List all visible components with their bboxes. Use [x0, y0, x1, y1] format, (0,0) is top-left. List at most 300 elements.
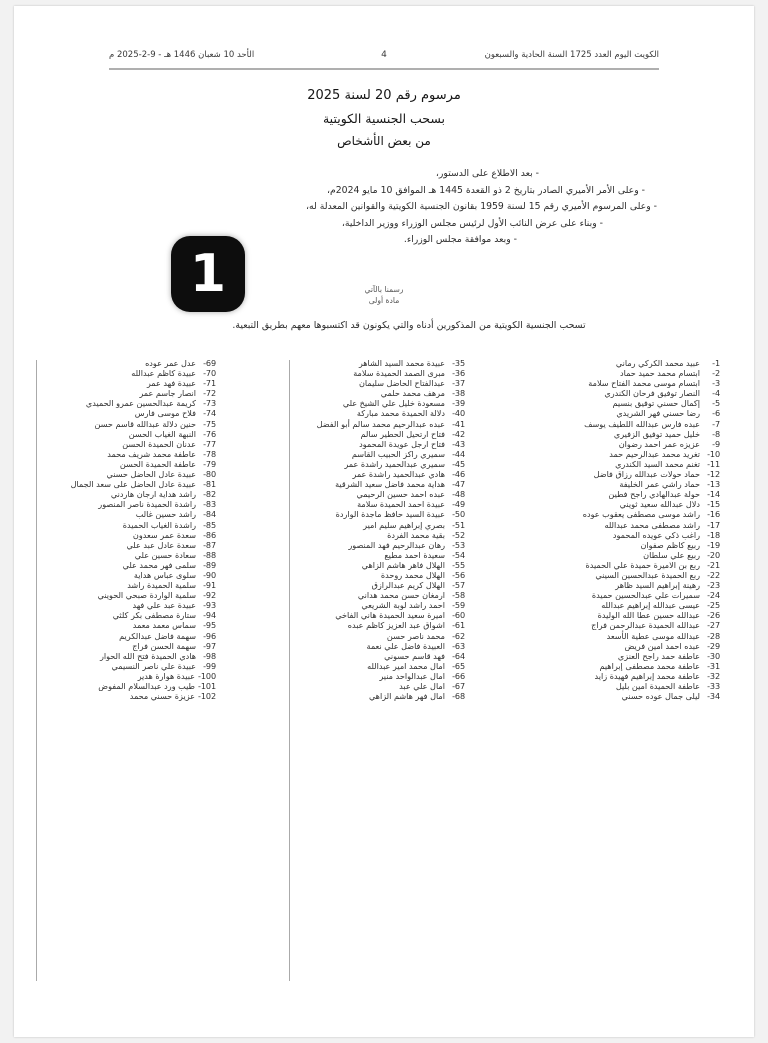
name-entry-text: ابتسام محمد حميد حماد — [620, 368, 700, 379]
name-entry-row — [550, 580, 720, 590]
running-head-publication: الكويت اليوم العدد 1725 السنة الحادية والسبعون — [484, 50, 659, 60]
name-entry-text: عدنان الحميدة الحسن — [122, 438, 196, 449]
name-entry-number: 7- — [712, 418, 720, 429]
name-entry-row — [550, 388, 720, 398]
name-entry-text: عاطفة حمد راجح العنزي — [617, 650, 700, 661]
name-entry-number: 87- — [203, 539, 216, 550]
name-entry-row — [301, 449, 465, 459]
name-entry-row — [48, 378, 216, 388]
name-entry-text: عاطفة محمد إبراهيم فهيدة زايد — [594, 670, 700, 681]
name-entry-row — [301, 550, 465, 560]
name-entry-number: 18- — [707, 529, 720, 540]
name-entry-text: عبده احمد امين فريض — [624, 640, 700, 651]
name-entry-number: 41- — [452, 418, 465, 429]
name-entry-row — [48, 449, 216, 459]
name-entry-text: سميرات علي عبدالحسين حميدة — [591, 590, 700, 601]
name-entry-text: بقية محمد الفردة — [387, 529, 445, 540]
name-entry-row — [550, 439, 720, 449]
name-entry-row — [48, 620, 216, 630]
name-entry-number: 15- — [707, 499, 720, 510]
name-entry-number: 92- — [203, 590, 216, 601]
name-entry-row — [48, 590, 216, 600]
preamble-block — [199, 166, 659, 249]
name-entry-number: 67- — [452, 681, 465, 691]
name-entry-number: 97- — [203, 640, 216, 651]
names-column-left — [44, 358, 220, 983]
name-entry-number: 9- — [712, 438, 720, 449]
name-entry-number: 23- — [707, 580, 720, 591]
name-entry-text: عاطفة محمد مصطفى إبراهيم — [599, 660, 700, 671]
name-entry-text: ربيع علي سلطان — [643, 549, 700, 560]
name-entry-number: 83- — [203, 499, 216, 510]
name-entry-text: امال فهر هاشم الزاهي — [368, 691, 445, 702]
name-entry-number: 69- — [203, 358, 216, 368]
name-entry-text: مسعودة خليل علي الشيخ علي — [342, 398, 445, 409]
name-entry-number: 61- — [452, 620, 465, 631]
name-entry-text: مبرى الصمد الحميدة سلامة — [353, 368, 445, 379]
name-entry-row — [550, 509, 720, 519]
name-entry-text: سلمية الواردة صبحي الحويني — [97, 590, 196, 601]
name-entry-row — [301, 509, 465, 519]
name-entry-row — [48, 651, 216, 661]
name-entry-row — [48, 479, 216, 489]
name-entry-text: عبيدة كاظم عبدالله — [131, 368, 196, 379]
name-entry-text: امال علي عبد — [399, 681, 445, 691]
name-entry-text: فتاح ارتحيل الحطير سالم — [360, 428, 445, 439]
name-entry-row — [48, 671, 216, 681]
name-entry-row — [48, 600, 216, 610]
name-entry-text: ربع بن الاميرة حميدة علي الحميدة — [585, 559, 700, 570]
name-entry-text: حماد حولات عبدالله رزاق فاضل — [593, 469, 700, 480]
name-entry-number: 42- — [452, 428, 465, 439]
name-entry-row — [301, 681, 465, 691]
name-entry-text: سلمى فهر محمد علي — [122, 559, 196, 570]
name-entry-text: النصار توفيق فرحان الكندري — [604, 388, 700, 399]
name-entry-number: 34- — [707, 691, 720, 702]
name-entry-row — [550, 479, 720, 489]
name-entry-row — [48, 419, 216, 429]
name-entry-row — [301, 580, 465, 590]
name-entry-number: 93- — [203, 600, 216, 611]
signature-line-2: مادة أولى — [368, 296, 400, 305]
name-entry-row — [48, 631, 216, 641]
decree-number-line: مرسوم رقم 20 لسنة 2025 — [307, 88, 461, 103]
name-entry-text: عاطفة محمد شريف محمد — [107, 448, 196, 459]
name-entry-text: هادي الحميدة فتح الله الحوار — [99, 650, 196, 661]
name-entry-text: دلال عبدالله سعيد ثويني — [619, 499, 700, 510]
name-entry-number: 47- — [452, 479, 465, 490]
name-entry-number: 98- — [203, 650, 216, 661]
name-entry-number: 56- — [452, 569, 465, 580]
name-entry-number: 5- — [712, 398, 720, 409]
name-entry-number: 52- — [452, 529, 465, 540]
name-entry-text: عبده عبدالرحيم محمد سالم أبو الفضل — [316, 418, 445, 429]
names-columns — [44, 358, 724, 983]
name-entry-text: راشد حسين غالب — [135, 509, 196, 520]
name-entry-row — [301, 641, 465, 651]
name-entry-row — [550, 398, 720, 408]
name-entry-row — [48, 469, 216, 479]
name-entry-number: 81- — [203, 479, 216, 490]
name-entry-number: 96- — [203, 630, 216, 641]
name-entry-number: 65- — [452, 660, 465, 671]
name-entry-row — [301, 560, 465, 570]
name-entry-text: عدل عمر عوده — [145, 358, 196, 368]
name-entry-row — [550, 560, 720, 570]
name-entry-row — [301, 439, 465, 449]
names-rows-middle — [301, 358, 465, 701]
name-entry-text: فهد قاسم حسوني — [384, 650, 445, 661]
name-entry-row — [550, 620, 720, 630]
name-entry-number: 64- — [452, 650, 465, 661]
name-entry-row — [48, 358, 216, 368]
name-entry-text: ابتسام موسى محمد الفتاح سلامة — [588, 378, 700, 389]
name-entry-text: دلالة الحميدة محمد مباركة — [356, 408, 445, 419]
name-entry-number: 46- — [452, 469, 465, 480]
name-entry-row — [48, 398, 216, 408]
name-entry-number: 6- — [712, 408, 720, 419]
names-column-right — [546, 358, 724, 983]
name-entry-text: اميرة سعيد الحميدة هاني الفاخي — [335, 610, 445, 621]
name-entry-row — [301, 419, 465, 429]
name-entry-text: رهينة إبراهيم السيد ظاهر — [615, 580, 700, 591]
name-entry-row — [550, 600, 720, 610]
running-head-page-number: 4 — [381, 50, 387, 60]
name-entry-text: هداية محمد فاضل سعيد الشرقية — [335, 479, 445, 490]
name-entry-row — [48, 641, 216, 651]
name-entry-text: الهلال فاهر هاشم الزاهي — [361, 559, 445, 570]
names-rows-right — [550, 358, 720, 701]
name-entry-number: 45- — [452, 458, 465, 469]
name-entry-row — [550, 671, 720, 681]
name-entry-number: 27- — [707, 620, 720, 631]
name-entry-text: عاطفة الحميدة الحسن — [119, 458, 196, 469]
name-entry-number: 29- — [707, 640, 720, 651]
preamble-line: - وبعد موافقة مجلس الوزراء. — [403, 234, 517, 246]
name-entry-number: 50- — [452, 509, 465, 520]
name-entry-text: سلوى عباس هداية — [133, 569, 196, 580]
name-entry-row — [301, 620, 465, 630]
name-entry-number: 2- — [712, 368, 720, 379]
name-entry-number: 66- — [452, 670, 465, 681]
name-entry-text: سهمة الحسن فراج — [132, 640, 196, 651]
name-entry-text: عاطفة الحميدة امين بليل — [615, 681, 700, 691]
names-column-middle — [297, 358, 469, 983]
name-entry-text: عبيدة محمد السيد الشاهر — [358, 358, 445, 368]
name-entry-number: 31- — [707, 660, 720, 671]
name-entry-row — [48, 540, 216, 550]
name-entry-number: 12- — [707, 469, 720, 480]
name-entry-row — [301, 661, 465, 671]
document-page — [14, 6, 754, 1037]
name-entry-number: 17- — [707, 519, 720, 530]
name-entry-row — [550, 419, 720, 429]
name-entry-text: النبهة الغياب الحسن — [128, 428, 196, 439]
name-entry-text: راشدة الغياب الحميدة — [122, 519, 196, 530]
name-entry-row — [301, 520, 465, 530]
name-entry-text: عبيدة فهد عمر — [146, 378, 196, 389]
name-entry-row — [301, 469, 465, 479]
name-entry-number: 62- — [452, 630, 465, 641]
name-entry-text: عبيدة احمد الحميدة سلامة — [357, 499, 445, 510]
name-entry-number: 57- — [452, 580, 465, 591]
name-entry-number: 37- — [452, 378, 465, 389]
name-entry-row — [550, 661, 720, 671]
name-entry-row — [301, 479, 465, 489]
name-entry-number: 14- — [707, 489, 720, 500]
name-entry-text: اشواق عبد العزيز كاظم عبده — [347, 620, 445, 631]
name-entry-row — [301, 358, 465, 368]
name-entry-text: عبيدة عبد علي فهد — [132, 600, 196, 611]
name-entry-row — [301, 540, 465, 550]
name-entry-row — [550, 530, 720, 540]
name-entry-text: عبيدة عادل الحاضل حسني — [106, 469, 196, 480]
name-entry-text: العبيدة فاضل علي نعمة — [366, 640, 445, 651]
name-entry-text: ربيع كاظم صفوان — [640, 539, 700, 550]
name-entry-row — [301, 499, 465, 509]
name-entry-number: 95- — [203, 620, 216, 631]
name-entry-number: 22- — [707, 569, 720, 580]
name-entry-row — [48, 530, 216, 540]
name-entry-number: 90- — [203, 569, 216, 580]
name-entry-text: سعدة عادل عبد علي — [126, 539, 196, 550]
name-entry-row — [48, 439, 216, 449]
name-entry-number: 48- — [452, 489, 465, 500]
name-entry-number: 19- — [707, 539, 720, 550]
name-entry-row — [48, 509, 216, 519]
header-divider — [109, 68, 659, 70]
name-entry-row — [301, 429, 465, 439]
name-entry-text: عبدالله موسى عطية الأسعد — [606, 630, 700, 641]
name-entry-row — [550, 408, 720, 418]
preamble-line: - وبناء على عرض النائب الأول لرئيس مجلس الوزراء ووزير الداخلية، — [341, 217, 603, 229]
name-entry-text: عبده احمد حسين الرحيمي — [356, 489, 445, 500]
name-entry-text: كريمة عبدالحسين عمرو الحميدي — [85, 398, 196, 409]
name-entry-number: 8- — [712, 428, 720, 439]
name-entry-number: 91- — [203, 580, 216, 591]
name-entry-row — [301, 368, 465, 378]
decree-title — [14, 84, 754, 153]
name-entry-number: 100- — [198, 670, 216, 681]
name-entry-number: 30- — [707, 650, 720, 661]
name-entry-text: عبيدة السيد حافظ ماجدة الواردة — [335, 509, 445, 520]
name-entry-row — [301, 570, 465, 580]
name-entry-text: انصار جاسم عمر — [139, 388, 196, 399]
name-entry-number: 1- — [712, 358, 720, 368]
name-entry-number: 82- — [203, 489, 216, 500]
name-entry-number: 76- — [203, 428, 216, 439]
name-entry-row — [48, 570, 216, 580]
name-entry-text: راغب ذكي عويده المحمود — [612, 529, 700, 540]
name-entry-number: 85- — [203, 519, 216, 530]
name-entry-number: 49- — [452, 499, 465, 510]
name-entry-row — [48, 368, 216, 378]
name-entry-text: خليل حميد توفيق الزفيري — [613, 428, 700, 439]
name-entry-text: راشد هداية ارجان هاردني — [110, 489, 196, 500]
name-entry-row — [301, 590, 465, 600]
name-entry-row — [48, 681, 216, 691]
name-entry-number: 55- — [452, 559, 465, 570]
name-entry-text: عزيزة حسني محمد — [129, 691, 196, 702]
operative-clause: تسحب الجنسية الكويتية من المذكورين أدناه والتي يكونون قد اكتسبوها معهم بطريق التبعية. — [232, 320, 586, 331]
name-entry-row — [550, 691, 720, 701]
signature-block — [14, 284, 754, 306]
name-entry-number: 33- — [707, 681, 720, 691]
name-entry-row — [301, 671, 465, 681]
running-head — [14, 48, 754, 68]
name-entry-row — [48, 560, 216, 570]
name-entry-row — [301, 530, 465, 540]
name-entry-row — [550, 459, 720, 469]
name-entry-text: سهمة فاضل عبدالكريم — [119, 630, 196, 641]
name-entry-text: فلاح موسى فارس — [134, 408, 196, 419]
name-entry-text: رضا حسني فهر الشريدي — [616, 408, 700, 419]
annotation-badge-1: 1 — [171, 236, 245, 312]
name-entry-row — [48, 691, 216, 701]
name-entry-row — [48, 550, 216, 560]
name-entry-row — [550, 489, 720, 499]
name-entry-number: 54- — [452, 549, 465, 560]
name-entry-number: 11- — [707, 458, 720, 469]
name-entry-number: 40- — [452, 408, 465, 419]
name-entry-number: 89- — [203, 559, 216, 570]
name-entry-number: 32- — [707, 670, 720, 681]
name-entry-number: 28- — [707, 630, 720, 641]
name-entry-row — [48, 520, 216, 530]
column-divider — [36, 360, 37, 981]
name-entry-text: الهلال محمد روحدة — [380, 569, 445, 580]
name-entry-text: عبدالله الحميدة عبدالرحمن فراج — [591, 620, 700, 631]
name-entry-text: سعيدة احمد مطيع — [384, 549, 445, 560]
name-entry-row — [48, 429, 216, 439]
name-entry-text: بصري إبراهيم سليم امير — [363, 519, 445, 530]
preamble-line: - وعلى المرسوم الأميري رقم 15 لسنة 1959 بقانون الجنسية الكويتية والقوانين المعدلة له، — [306, 201, 657, 213]
name-entry-text: تغريد محمد عبدالرحيم حمد — [609, 448, 700, 459]
name-entry-text: سميري راكز الحبيب القاسم — [351, 448, 445, 459]
name-entry-row — [550, 631, 720, 641]
running-head-date: الأحد 10 شعبان 1446 هـ - 9-2-2025 م — [109, 50, 255, 60]
name-entry-number: 53- — [452, 539, 465, 550]
name-entry-number: 99- — [203, 660, 216, 671]
name-entry-row — [301, 691, 465, 701]
name-entry-row — [301, 610, 465, 620]
name-entry-number: 3- — [712, 378, 720, 389]
name-entry-text: عبيدة عادل الحاضل على سعد الجمال — [70, 479, 196, 490]
name-entry-text: حولة عبدالهادي راجح فطين — [608, 489, 700, 500]
name-entry-row — [301, 388, 465, 398]
name-entry-text: ارمغان حسن محمد هداني — [357, 590, 445, 601]
name-entry-text: فتاح ارجل عويدة المحمود — [359, 438, 445, 449]
name-entry-text: سعادة حسين علي — [134, 549, 196, 560]
name-entry-number: 39- — [452, 398, 465, 409]
name-entry-number: 16- — [707, 509, 720, 520]
name-entry-row — [550, 681, 720, 691]
name-entry-text: عبدالفتاح الحاضل سليمان — [358, 378, 445, 389]
name-entry-row — [301, 459, 465, 469]
name-entry-number: 63- — [452, 640, 465, 651]
name-entry-number: 25- — [707, 600, 720, 611]
name-entry-text: ستارة مصطفى بكر كلثي — [112, 610, 196, 621]
name-entry-text: راشد مصطفى محمد عبدالله — [604, 519, 700, 530]
name-entry-row — [301, 378, 465, 388]
name-entry-row — [550, 540, 720, 550]
name-entry-row — [550, 469, 720, 479]
name-entry-text: طيب ورد عبدالسلام المفوض — [98, 681, 196, 691]
name-entry-number: 43- — [452, 438, 465, 449]
name-entry-row — [550, 378, 720, 388]
name-entry-number: 101- — [198, 681, 216, 691]
column-divider — [289, 360, 290, 981]
name-entry-text: احمد راشد لوبة الشريعي — [361, 600, 445, 611]
name-entry-number: 71- — [203, 378, 216, 389]
name-entry-number: 26- — [707, 610, 720, 621]
name-entry-number: 38- — [452, 388, 465, 399]
name-entry-text: تغنم محمد السيد الكندري — [615, 458, 700, 469]
name-entry-number: 77- — [203, 438, 216, 449]
name-entry-text: الهلال كريم عبدالرازق — [371, 580, 445, 591]
name-entry-text: سماس معمد معمد — [132, 620, 196, 631]
name-entry-number: 36- — [452, 368, 465, 379]
name-entry-text: عيسى عبدالله إبراهيم عبدالله — [601, 600, 700, 611]
name-entry-row — [48, 489, 216, 499]
name-entry-number: 102- — [198, 691, 216, 702]
name-entry-row — [550, 610, 720, 620]
name-entry-row — [48, 388, 216, 398]
decree-scope-line: من بعض الأشخاص — [337, 134, 431, 148]
name-entry-text: امال عبدالواحد منير — [379, 670, 445, 681]
name-entry-number: 68- — [452, 691, 465, 702]
name-entry-number: 44- — [452, 448, 465, 459]
name-entry-number: 84- — [203, 509, 216, 520]
name-entry-number: 73- — [203, 398, 216, 409]
name-entry-text: محمد ناصر حسن — [386, 630, 445, 641]
name-entry-row — [550, 641, 720, 651]
name-entry-text: سعدة عمر سعدون — [132, 529, 196, 540]
name-entry-row — [301, 489, 465, 499]
preamble-line: - وعلى الأمر الأميري الصادر بتاريخ 2 ذو القعدة 1445 هـ الموافق 10 مايو 2024م، — [327, 184, 645, 196]
name-entry-number: 72- — [203, 388, 216, 399]
name-entry-number: 74- — [203, 408, 216, 419]
name-entry-row — [301, 631, 465, 641]
name-entry-number: 10- — [707, 448, 720, 459]
name-entry-text: هادي عبدالحميد راشدة عمر — [352, 469, 445, 480]
name-entry-text: راشدة الحميدة ناصر المنصور — [98, 499, 196, 510]
name-entry-row — [550, 520, 720, 530]
name-entry-row — [550, 651, 720, 661]
signature-line-1: رسمنا بالآتي — [364, 285, 404, 294]
name-entry-text: مرهف محمد حلمي — [380, 388, 445, 399]
name-entry-text: عبده فارس عبدالله اللطيف يوسف — [584, 418, 700, 429]
name-entry-number: 35- — [452, 358, 465, 368]
name-entry-row — [301, 651, 465, 661]
name-entry-number: 86- — [203, 529, 216, 540]
name-entry-row — [550, 449, 720, 459]
name-entry-number: 70- — [203, 368, 216, 379]
name-entry-row — [301, 398, 465, 408]
decree-subject-line: بسحب الجنسية الكويتية — [322, 111, 446, 126]
name-entry-number: 75- — [203, 418, 216, 429]
name-entry-text: حماد راشي عمر الخليفة — [619, 479, 700, 490]
name-entry-number: 59- — [452, 600, 465, 611]
name-entry-row — [301, 408, 465, 418]
name-entry-text: ليلى جمال عوده حسني — [621, 691, 700, 702]
name-entry-text: عزيزه عمر احمد رضوان — [618, 438, 700, 449]
name-entry-text: سلمية الحميدة راشد — [127, 580, 196, 591]
preamble-line: - بعد الاطلاع على الدستور، — [435, 168, 539, 179]
name-entry-row — [48, 580, 216, 590]
name-entry-number: 80- — [203, 469, 216, 480]
name-entry-row — [48, 408, 216, 418]
